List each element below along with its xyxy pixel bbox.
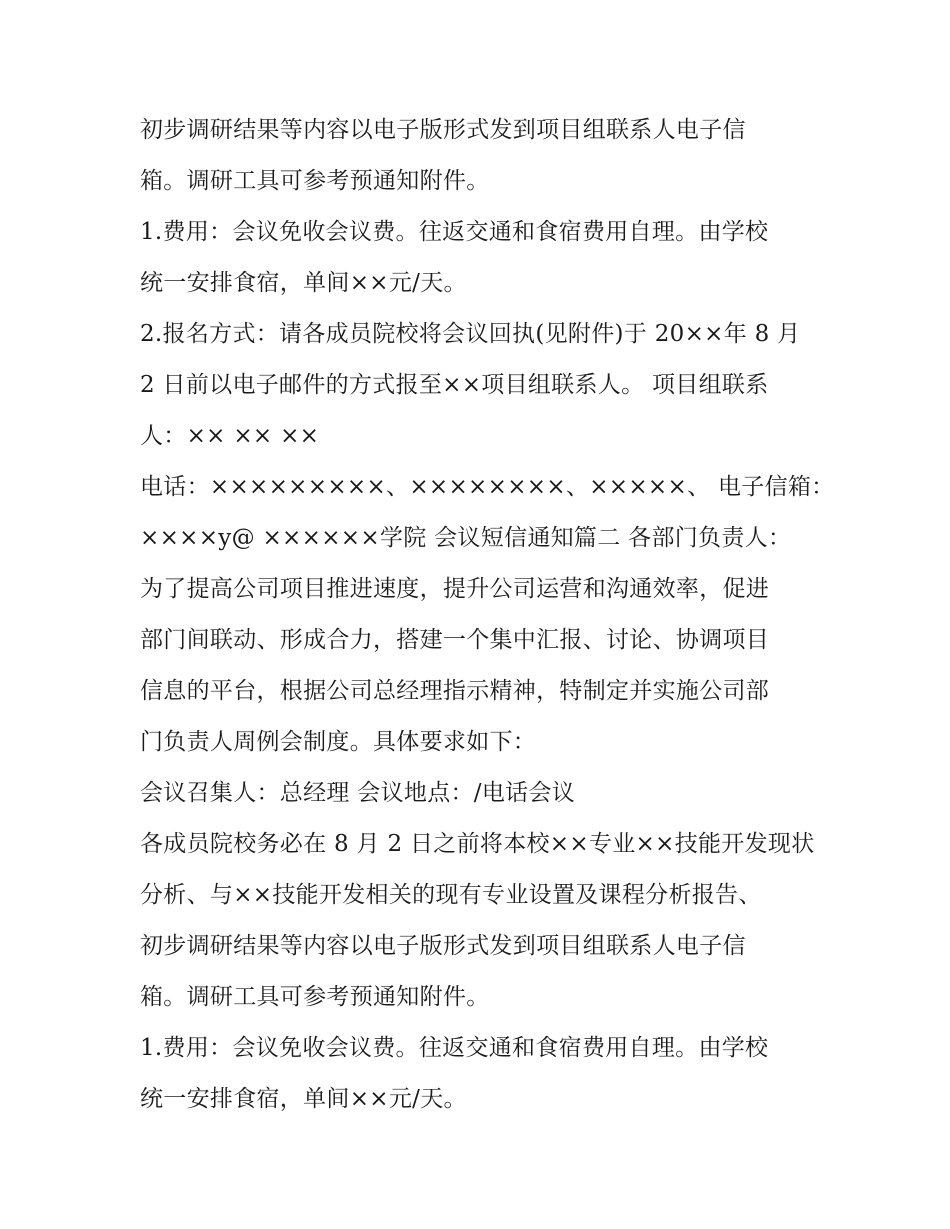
text-line: 人：×× ×× ×× <box>140 423 320 449</box>
text-line: 信息的平台，根据公司总经理指示精神，特制定并实施公司部 <box>140 678 770 704</box>
text-line: 初步调研结果等内容以电子版形式发到项目组联系人电子信 <box>140 933 746 959</box>
text-line: 为了提高公司项目推进速度，提升公司运营和沟通效率，促进 <box>140 576 770 602</box>
text-line: 箱。调研工具可参考预通知附件。 <box>140 984 490 1010</box>
text-line: 部门间联动、形成合力，搭建一个集中汇报、讨论、协调项目 <box>140 627 770 653</box>
text-line: 会议召集人：总经理 会议地点：/电话会议 <box>140 780 576 806</box>
text-line: 1.费用：会议免收会议费。往返交通和食宿费用自理。由学校 <box>140 1035 769 1061</box>
text-line: 各成员院校务必在 8 月 2 日之前将本校××专业××技能开发现状 <box>140 831 815 857</box>
document-body <box>140 105 835 1125</box>
text-line: ××××y@ ××××××学院 会议短信通知篇二 各部门负责人： <box>140 525 792 551</box>
text-line: 统一安排食宿，单间××元/天。 <box>140 270 467 296</box>
text-line: 箱。调研工具可参考预通知附件。 <box>140 168 490 194</box>
text-line: 2.报名方式：请各成员院校将会议回执(见附件)于 20××年 8 月 <box>140 321 801 347</box>
text-line: 分析、与××技能开发相关的现有专业设置及课程分析报告、 <box>140 882 762 908</box>
text-line: 1.费用：会议免收会议费。往返交通和食宿费用自理。由学校 <box>140 219 769 245</box>
text-line: 门负责人周例会制度。具体要求如下： <box>140 729 537 755</box>
text-line: 统一安排食宿，单间××元/天。 <box>140 1086 467 1112</box>
text-line: 电话：×××××××××、××××××××、×××××、 电子信箱： <box>140 474 835 500</box>
text-line: 初步调研结果等内容以电子版形式发到项目组联系人电子信 <box>140 117 746 143</box>
text-line: 2 日前以电子邮件的方式报至××项目组联系人。 项目组联系 <box>140 372 769 398</box>
